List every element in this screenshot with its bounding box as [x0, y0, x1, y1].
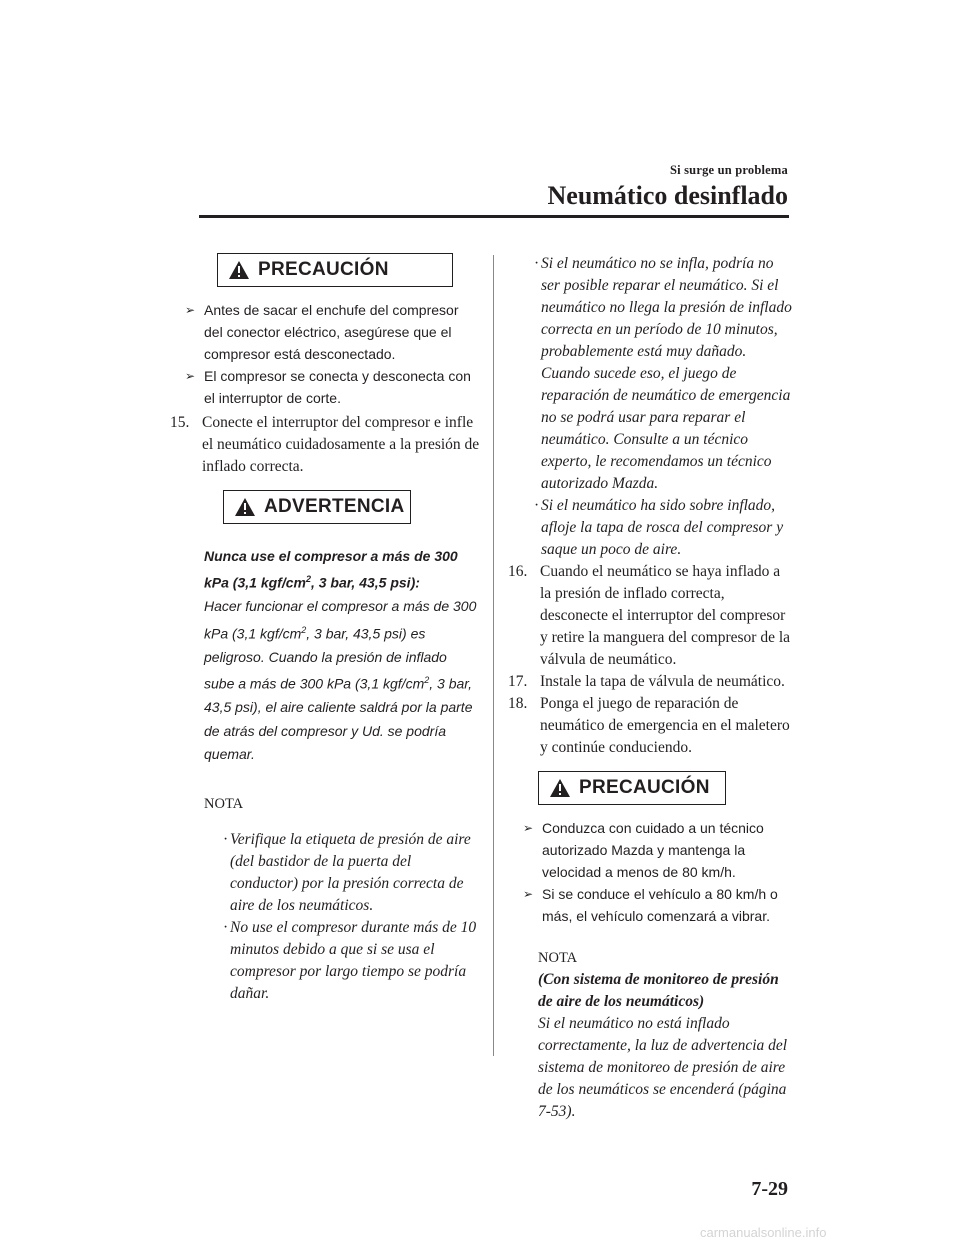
note-item: · No use el compresor durante más de 10 minutos debido a que si se usa el compresor por largo tiempo se podría dañar.: [223, 918, 477, 1002]
caution-item: ➢ Conduzca con cuidado a un técnico autorizado Mazda y mantenga la velocidad a menos de 80 km/h.: [508, 817, 793, 883]
caution-item: ➢ Antes de sacar el enchufe del compresor del conector eléctrico, asegúrese que el compresor está desconectado.: [170, 299, 480, 365]
caution-label: PRECAUCIÓN: [579, 777, 710, 798]
step-15: 15. Conecte el interruptor del compresor e infle el neumático cuidadosamente a la presión de inflado correcta.: [170, 414, 480, 475]
warning-triangle-icon: [549, 778, 571, 798]
page-title: Neumático desinflado: [547, 181, 788, 210]
arrow-bullet-icon: ➢: [523, 887, 534, 901]
arrow-bullet-icon: ➢: [185, 303, 196, 317]
right-column: [508, 253, 793, 1123]
caution-item: ➢ El compresor se conecta y desconecta con el interruptor de corte.: [170, 365, 480, 409]
left-column: [170, 253, 480, 1005]
nota-label: NOTA: [204, 795, 244, 812]
nota-label: NOTA: [538, 950, 578, 966]
note-item: · Verifique la etiqueta de presión de aire (del bastidor de la puerta del conductor) por la presión correcta de aire de los neumáticos.: [223, 830, 471, 914]
footer-watermark: carmanualsonline.info: [700, 1225, 827, 1240]
step-17: 17. Instale la tapa de válvula de neumático.: [508, 673, 785, 690]
warning-triangle-icon: [228, 260, 250, 280]
warning-badge: [223, 490, 411, 524]
warning-label: ADVERTENCIA: [264, 496, 405, 517]
page-number: 7-29: [751, 1178, 788, 1200]
arrow-bullet-icon: ➢: [523, 821, 534, 835]
nota-subtitle: (Con sistema de monitoreo de presión de aire de los neumáticos): [538, 971, 779, 1010]
arrow-bullet-icon: ➢: [185, 369, 196, 383]
header-divider: [199, 215, 789, 218]
caution-label: PRECAUCIÓN: [258, 259, 389, 280]
note-item: · Si el neumático no se infla, podría no ser posible reparar el neumático. Si el neumático no llega la presión de inflado correcta en un período de 10 minutos, probablemente está muy dañado. Cuando sucede eso, el juego de reparación de neumático de emergencia no se podrá usar para reparar el neumático. Consulte a un técnico experto, le recomendamos un técnico autorizado Mazda.: [534, 255, 792, 492]
column-divider: [493, 255, 494, 1056]
caution-badge: [217, 253, 453, 287]
note-item: · Si el neumático ha sido sobre inflado, afloje la tapa de rosca del compresor y saque un poco de aire.: [534, 497, 784, 558]
section-label: Si surge un problema: [669, 163, 788, 177]
step-16: 16. Cuando el neumático se haya inflado a la presión de inflado correcta, desconecte el interruptor del compresor y retire la manguera del compresor de la válvula de neumático.: [508, 563, 791, 668]
caution-badge: [538, 771, 726, 805]
nota-body: Si el neumático no está inflado correctamente, la luz de advertencia del sistema de monitoreo de presión de aire de los neumáticos se encenderá (página 7-53).: [538, 1015, 788, 1120]
warning-body: Nunca use el compresor a más de 300 kPa (3,1 kgf/$cm^2$, 3 bar, 43,5 psi): Hacer funcionar el compresor a más de 300 kPa (3,1 kgf/$cm^2$, 3 bar, 43,5 psi) es peligroso. Cuando la presión de inflado sube a más de 300 kPa (3,1 kgf/$cm^2$, 3 bar, 43,5 psi), el aire caliente saldrá por la parte de atrás del compresor y Ud. se podría quemar.: [204, 548, 477, 763]
caution-item: ➢ Si se conduce el vehículo a 80 km/h o más, el vehículo comenzará a vibrar.: [508, 883, 793, 927]
step-18: 18. Ponga el juego de reparación de neumático de emergencia en el maletero y continúe conduciendo.: [508, 695, 790, 756]
warning-triangle-icon: [234, 497, 256, 517]
